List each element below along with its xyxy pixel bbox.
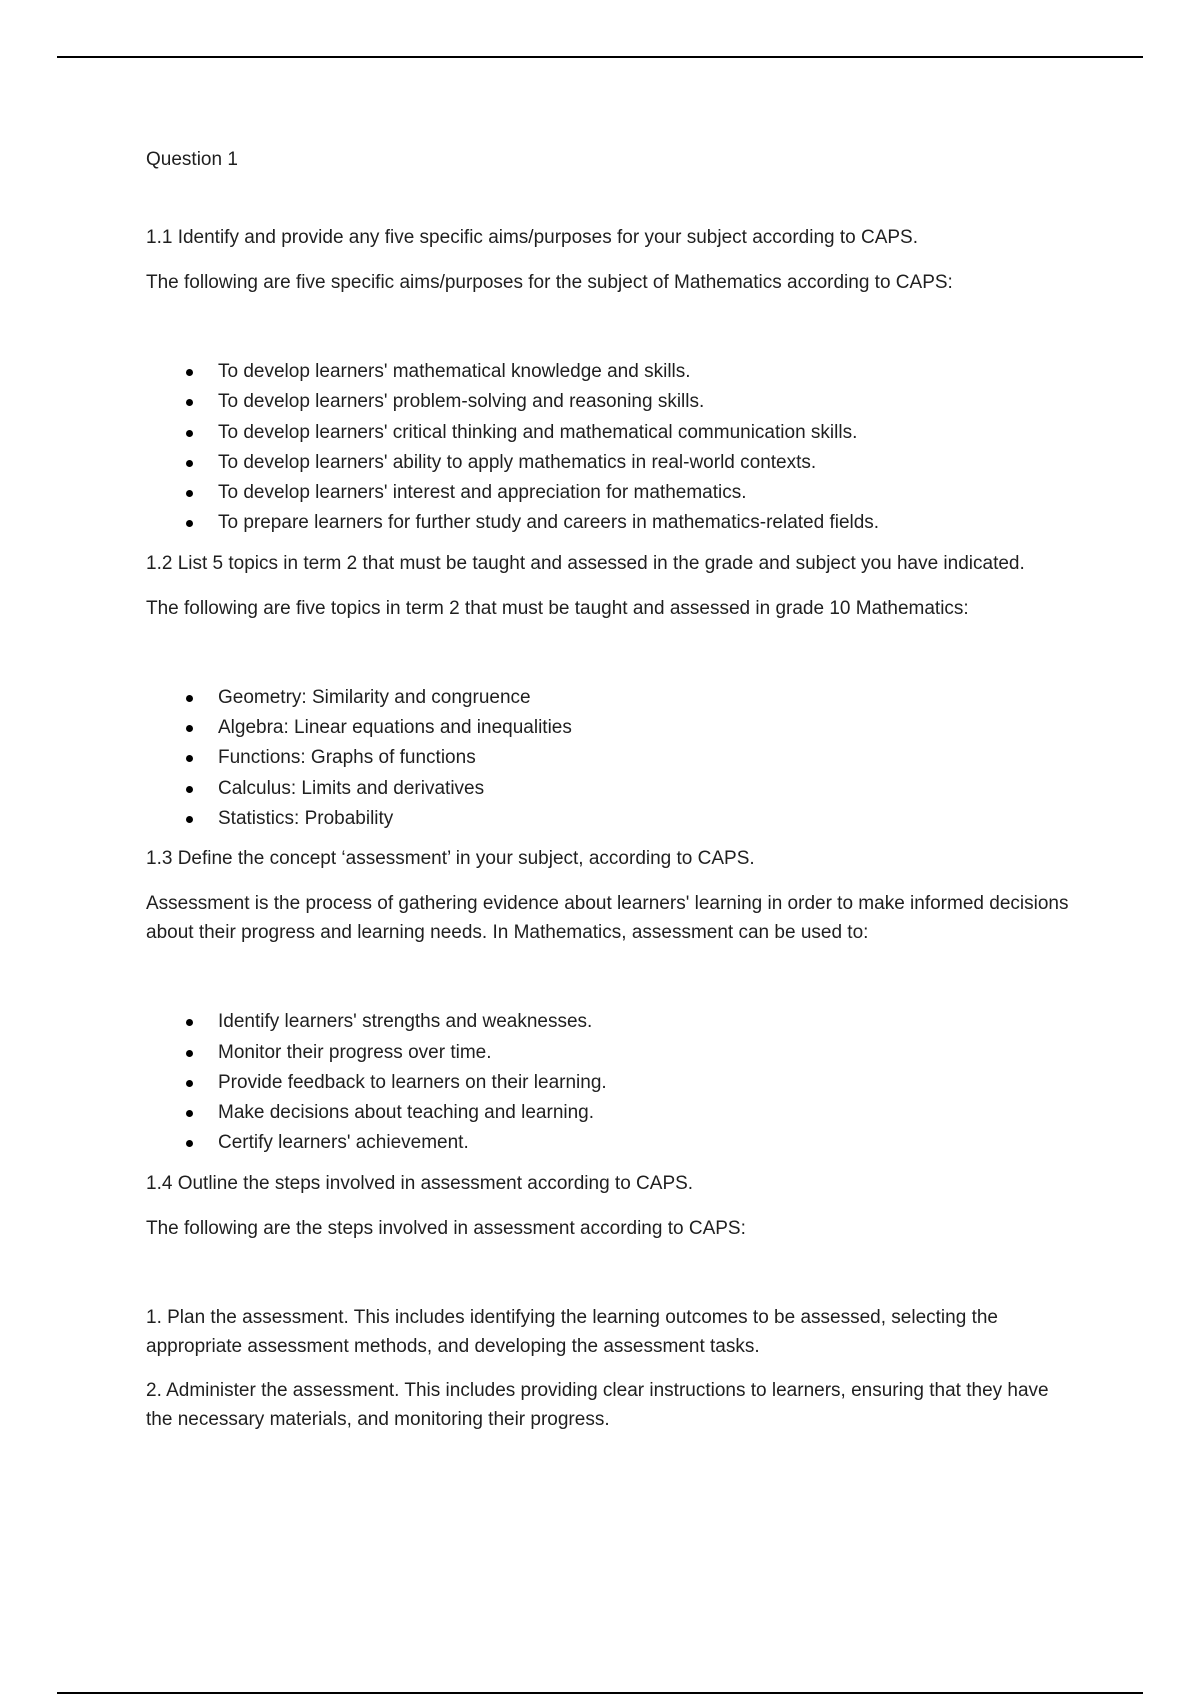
- section-1-3-heading: 1.3 Define the concept ‘assessment’ in your subject, according to CAPS.: [146, 848, 755, 870]
- section-1-1-heading: 1.1 Identify and provide any five specific aims/purposes for your subject according to CAPS.: [146, 227, 919, 248]
- topics-list: [146, 683, 1076, 834]
- document-body: [146, 145, 1076, 1449]
- list-item: To develop learners' critical thinking and mathematical communication skills.: [146, 418, 1076, 448]
- top-rule: [57, 56, 1143, 58]
- list-item: Geometry: Similarity and congruence: [146, 683, 1076, 713]
- list-item: To develop learners' problem-solving and reasoning skills.: [146, 387, 1076, 417]
- section-1-1-intro: The following are five specific aims/purposes for the subject of Mathematics according to CAPS:: [146, 272, 953, 293]
- aims-list: [146, 357, 1076, 539]
- list-item: To prepare learners for further study and careers in mathematics-related fields.: [146, 508, 1076, 538]
- list-item: Identify learners' strengths and weaknesses.: [146, 1007, 1076, 1037]
- section-1-4-heading: 1.4 Outline the steps involved in assessment according to CAPS.: [146, 1172, 694, 1194]
- list-item: Functions: Graphs of functions: [146, 743, 1076, 773]
- list-item: To develop learners' interest and appreciation for mathematics.: [146, 478, 1076, 508]
- assessment-uses-list: [146, 1007, 1076, 1158]
- list-item: To develop learners' mathematical knowledge and skills.: [146, 357, 1076, 387]
- section-1-4-intro: The following are the steps involved in assessment according to CAPS:: [146, 1217, 746, 1239]
- bottom-rule: [57, 1692, 1143, 1694]
- list-item: Make decisions about teaching and learning.: [146, 1098, 1076, 1128]
- list-item: Calculus: Limits and derivatives: [146, 774, 1076, 804]
- list-item: Certify learners' achievement.: [146, 1128, 1076, 1158]
- step-1: 1. Plan the assessment. This includes identifying the learning outcomes to be assessed, selecting the appropriate assessment methods, and developing the assessment tasks.: [146, 1306, 998, 1357]
- list-item: Algebra: Linear equations and inequalities: [146, 713, 1076, 743]
- list-item: Provide feedback to learners on their learning.: [146, 1068, 1076, 1098]
- section-1-3-intro: Assessment is the process of gathering evidence about learners' learning in order to make informed decisions about their progress and learning needs. In Mathematics, assessment can be used to:: [146, 893, 1069, 944]
- list-item: Monitor their progress over time.: [146, 1038, 1076, 1068]
- list-item: To develop learners' ability to apply mathematics in real-world contexts.: [146, 448, 1076, 478]
- question-title: Question 1: [146, 149, 238, 170]
- section-1-2-heading: 1.2 List 5 topics in term 2 that must be taught and assessed in the grade and subject you have indicated.: [146, 552, 1025, 574]
- list-item: Statistics: Probability: [146, 804, 1076, 834]
- step-2: 2. Administer the assessment. This includes providing clear instructions to learners, ensuring that they have the necessary materials, and monitoring their progress.: [146, 1379, 1049, 1430]
- section-1-2-intro: The following are five topics in term 2 that must be taught and assessed in grade 10 Mathematics:: [146, 597, 969, 619]
